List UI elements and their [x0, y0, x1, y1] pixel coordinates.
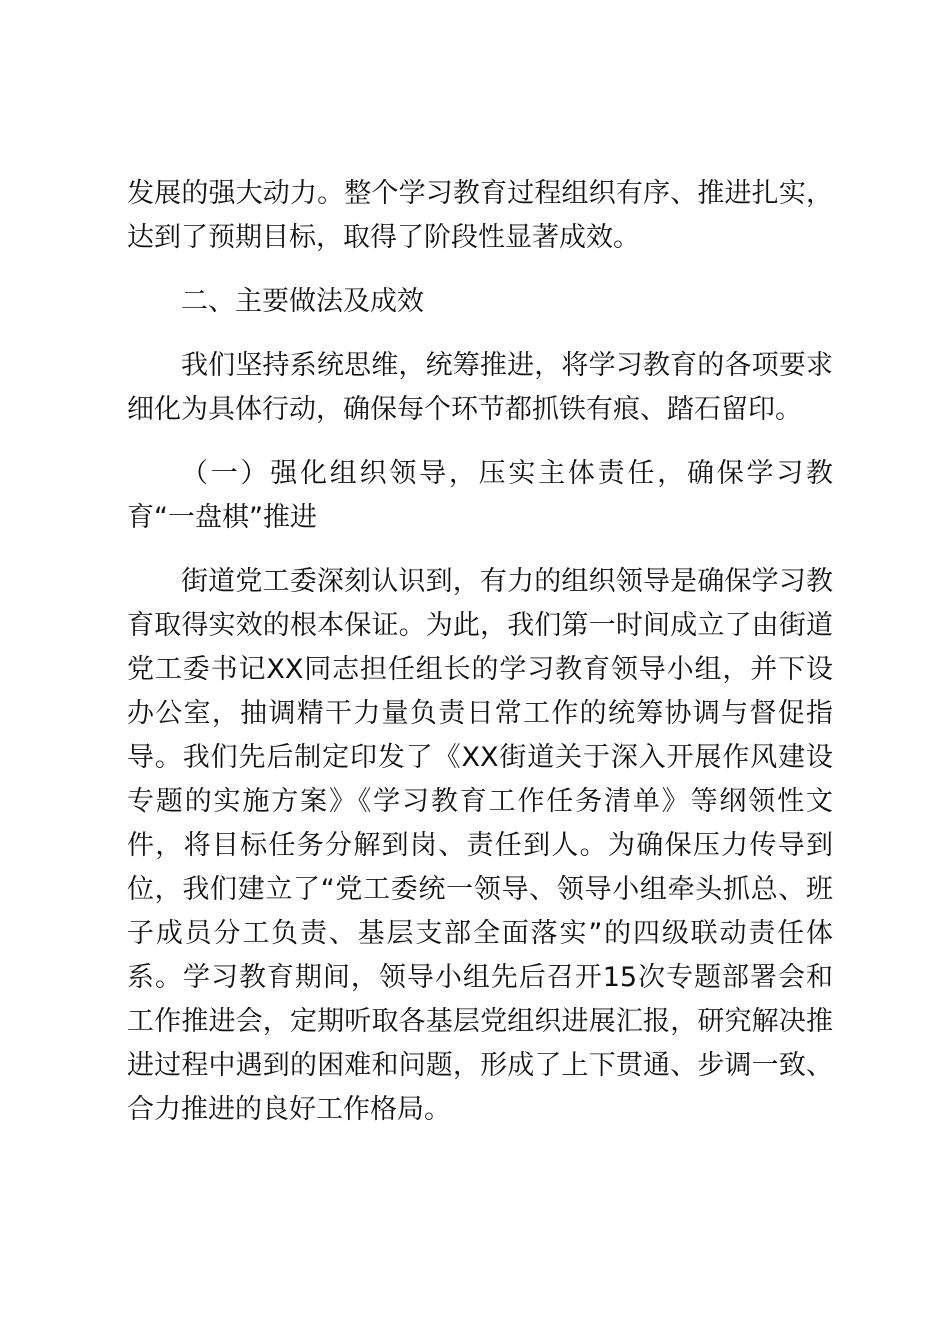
document-body: [127, 172, 833, 1132]
paragraph-intro: 我们坚持系统思维，统筹推进，将学习教育的各项要求细化为具体行动，确保每个环节都抓铁有痕、踏石留印。: [127, 350, 833, 425]
section-heading: 二、主要做法及成效: [181, 286, 424, 317]
subsection-heading: （一）强化组织领导，压实主体责任，确保学习教育“一盘棋”推进: [127, 458, 833, 533]
paragraph-continuation: 发展的强大动力。整个学习教育过程组织有序、推进扎实，达到了预期目标，取得了阶段性显著成效。: [127, 178, 833, 253]
paragraph-body: 街道党工委深刻认识到，有力的组织领导是确保学习教育取得实效的根本保证。为此，我们第一时间成立了由街道党工委书记XX同志担任组长的学习教育领导小组，并下设办公室，抽调精干力量负责日常工作的统筹协调与督促指导。我们先后制定印发了《XX街道关于深入开展作风建设专题的实施方案》《学习教育工作任务清单》等纲领性文件，将目标任务分解到岗、责任到人。为确保压力传导到位，我们建立了“党工委统一领导、领导小组牵头抓总、班子成员分工负责、基层支部全面落实”的四级联动责任体系。学习教育期间，领导小组先后召开15次专题部署会和工作推进会，定期听取各基层党组织进展汇报，研究解决推进过程中遇到的困难和问题，形成了上下贯通、步调一致、合力推进的良好工作格局。: [127, 566, 833, 1125]
